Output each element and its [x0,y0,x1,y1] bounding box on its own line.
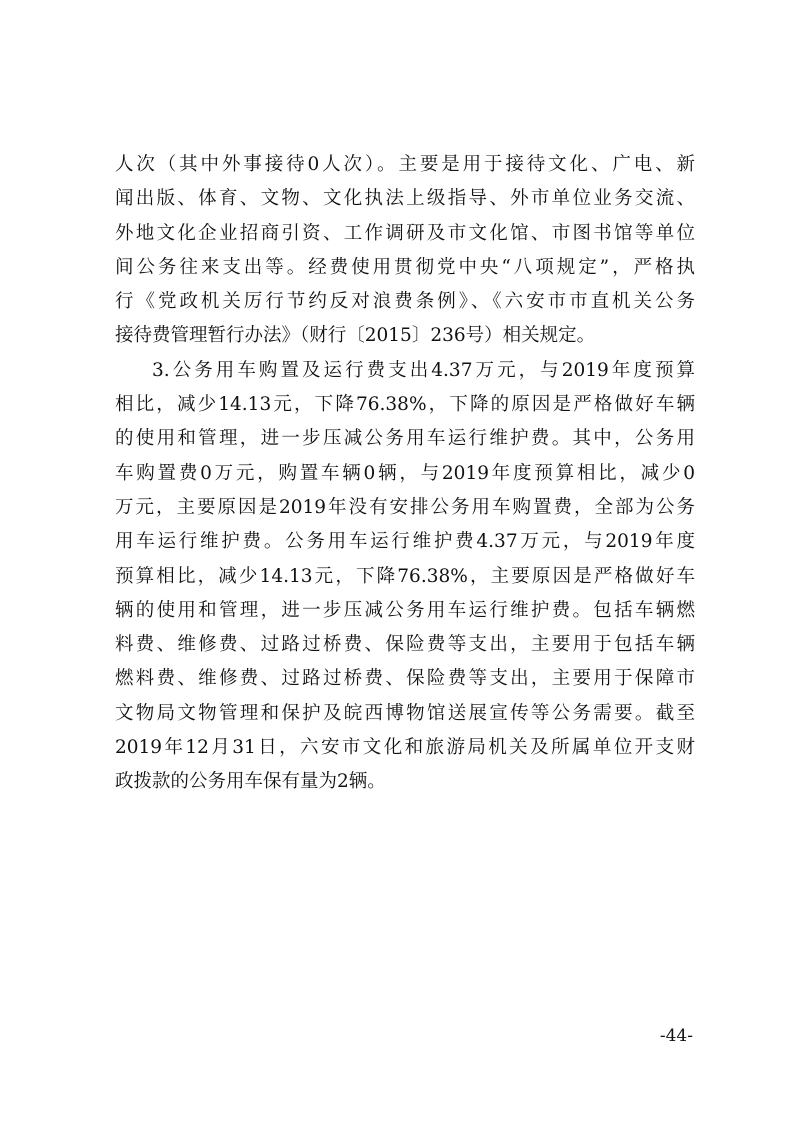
text-line: 政拨款的公务用车保有量为2辆。 [115,771,386,793]
text-line: 车购置费0万元，购置车辆0辆，与2019年度预算相比，减少0 [115,462,695,484]
text-line: 相比，减少14.13元，下降76.38%，下降的原因是严格做好车辆 [115,394,695,416]
text-line: 的使用和管理，进一步压减公务用车运行维护费。其中，公务用 [115,428,695,450]
text-line: 用车运行维护费。公务用车运行维护费4.37万元，与2019年度 [115,531,695,553]
text-line: 接待费管理暂行办法》（财行〔2015〕236号）相关规定。 [115,325,596,347]
text-line: 3.公务用车购置及运行费支出4.37万元，与2019年度预算 [152,359,695,381]
text-line: 万元，主要原因是2019年没有安排公务用车购置费，全部为公务 [115,496,695,518]
text-line: 行《党政机关厉行节约反对浪费条例》、《六安市市直机关公务 [115,291,695,313]
text-line: 闻出版、体育、文物、文化执法上级指导、外市单位业务交流、 [115,188,695,210]
document-body [115,148,695,800]
text-line: 2019年12月31日，六安市文化和旅游局机关及所属单位开支财 [115,737,695,759]
text-line: 辆的使用和管理，进一步压减公务用车运行维护费。包括车辆燃 [115,599,695,621]
text-line: 燃料费、维修费、过路过桥费、保险费等支出，主要用于保障市 [115,668,695,690]
text-line: 文物局文物管理和保护及皖西博物馆送展宣传等公务需要。截至 [115,702,695,724]
text-line: 外地文化企业招商引资、工作调研及市文化馆、市图书馆等单位 [115,222,695,244]
page-number: -44- [659,1026,693,1046]
text-line: 人次（其中外事接待0人次）。主要是用于接待文化、广电、新 [115,154,695,175]
text-line: 间公务往来支出等。经费使用贯彻党中央“八项规定”，严格执 [115,256,695,278]
text-line: 料费、维修费、过路过桥费、保险费等支出，主要用于包括车辆 [115,634,695,656]
text-line: 预算相比，减少14.13元，下降76.38%，主要原因是严格做好车 [115,565,695,587]
